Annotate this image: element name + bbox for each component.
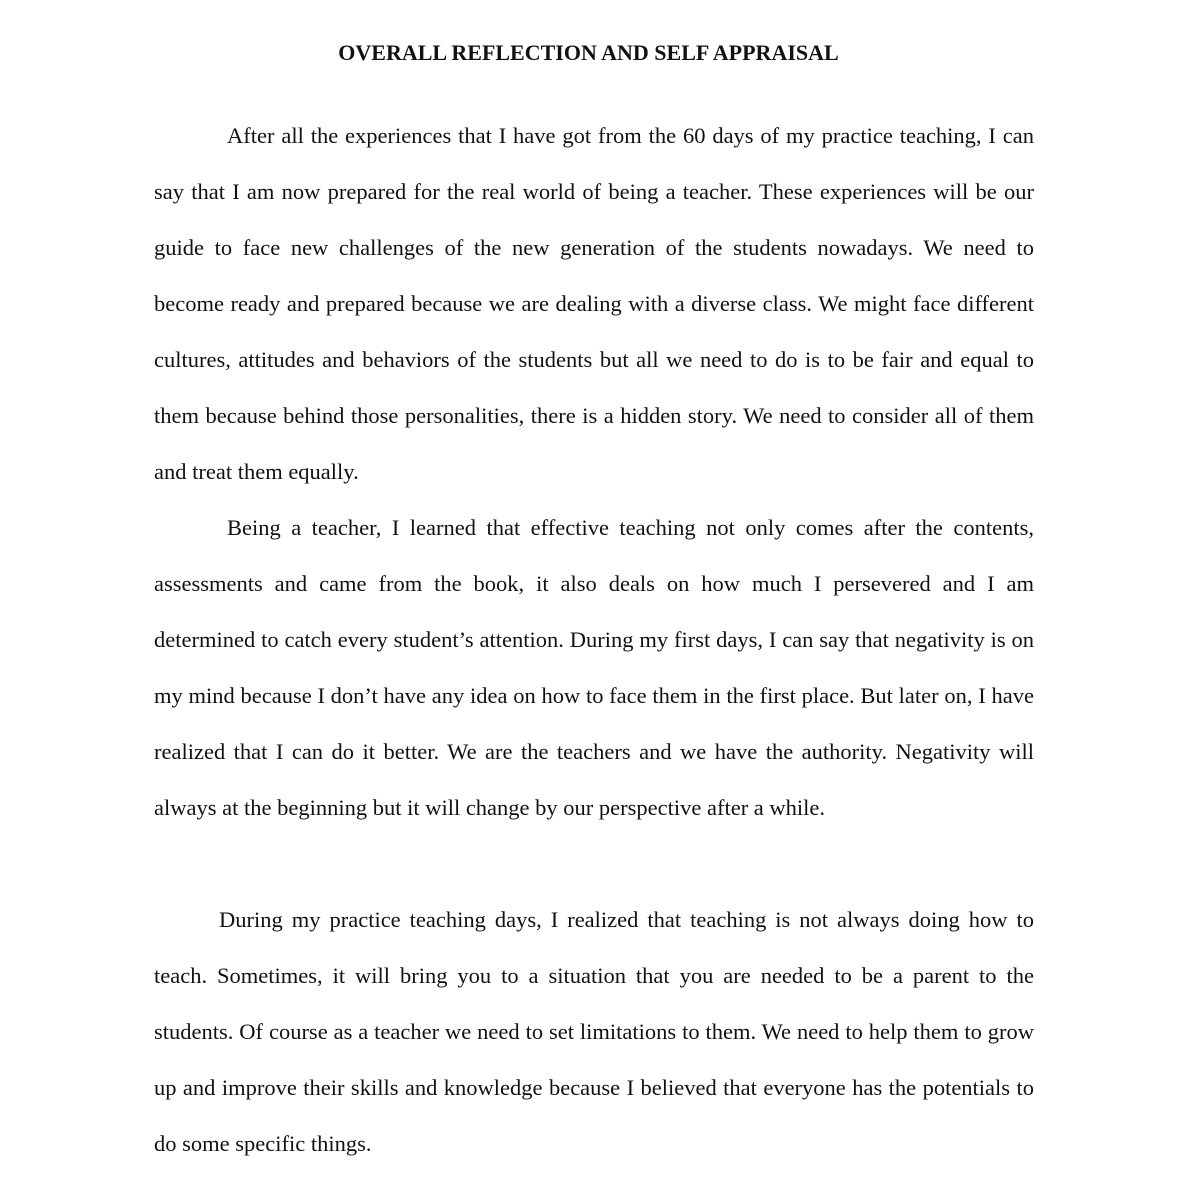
paragraph-1: After all the experiences that I have got from the 60 days of my practice teaching, I can say that I am now prepared for the real world of being a teacher. These experiences will be our guide to face new challenges of the new generation of the students nowadays. We need to become ready and prepared because we are dealing with a diverse class. We might face different cultures, attitudes and behaviors of the students but all we need to do is to be fair and equal to them because behind those personalities, there is a hidden story. We need to consider all of them and treat them equally. [154,123,1034,484]
document-title: OVERALL REFLECTION AND SELF APPRAISAL [338,40,839,65]
paragraph-3: During my practice teaching days, I realized that teaching is not always doing how to teach. Sometimes, it will bring you to a situation that you are needed to be a parent to the students. Of course as a teacher we need to set limitations to them. We need to help them to grow up and improve their skills and knowledge because I believed that everyone has the potentials to do some specific things. [154,907,1034,1156]
paragraph-2: Being a teacher, I learned that effective teaching not only comes after the contents, assessments and came from the book, it also deals on how much I persevered and I am determined to catch every student’s attention. During my first days, I can say that negativity is on my mind because I don’t have any idea on how to face them in the first place. But later on, I have realized that I can do it better. We are the teachers and we have the authority. Negativity will always at the beginning but it will change by our perspective after a while. [154,515,1034,820]
